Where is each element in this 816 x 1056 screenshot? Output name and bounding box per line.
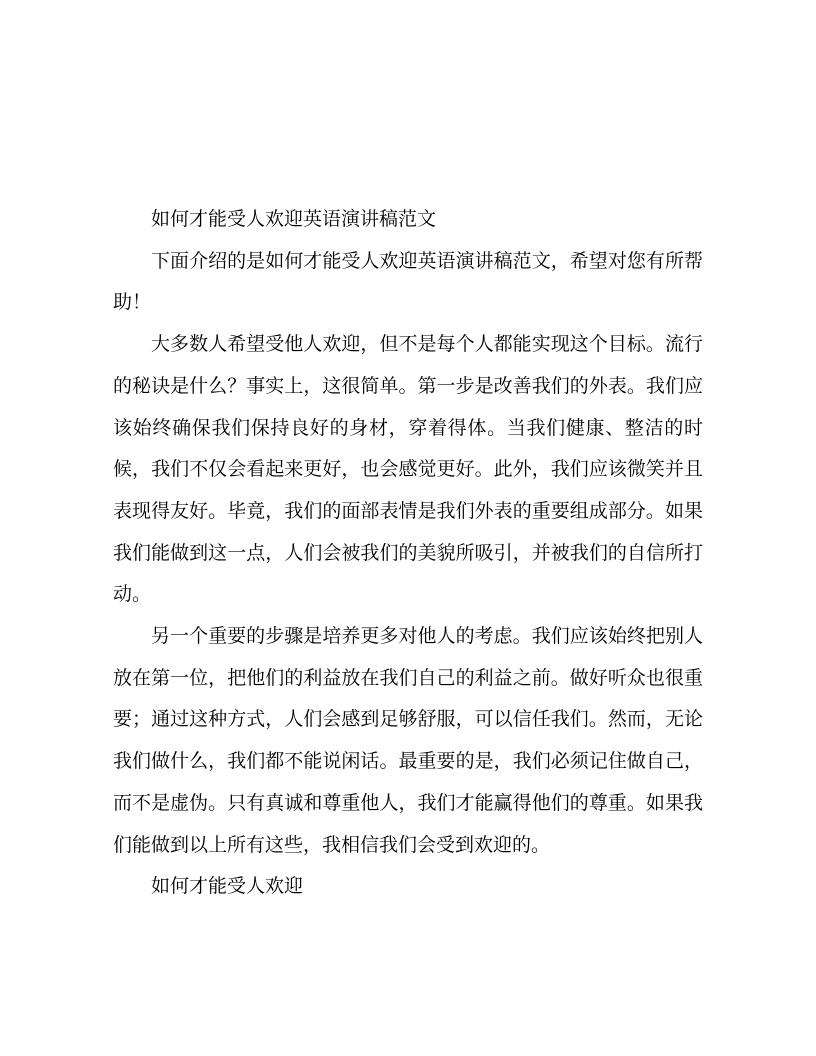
document-body [113, 199, 703, 908]
intro-paragraph: 下面介绍的是如何才能受人欢迎英语演讲稿范文，希望对您有所帮助！ [113, 249, 703, 314]
body-paragraph-2: 另一个重要的步骤是培养更多对他人的考虑。我们应该始终把别人放在第一位，把他们的利益放在我们自己的利益之前。做好听众也很重要；通过这种方式，人们会感到足够舒服，可以信任我们。然而，无论我们做什么，我们都不能说闲话。最重要的是，我们必须记住做自己，而不是虚伪。只有真诚和尊重他人，我们才能赢得他们的尊重。如果我们能做到以上所有这些，我相信我们会受到欢迎的。 [113, 625, 703, 856]
body-paragraph-1: 大多数人希望受他人欢迎，但不是每个人都能实现这个目标。流行的秘诀是什么？事实上，这很简单。第一步是改善我们的外表。我们应该始终确保我们保持良好的身材，穿着得体。当我们健康、整洁的时候，我们不仅会看起来更好，也会感觉更好。此外，我们应该微笑并且表现得友好。毕竟，我们的面部表情是我们外表的重要组成部分。如果我们能做到这一点，人们会被我们的美貌所吸引，并被我们的自信所打动。 [113, 333, 703, 606]
document-title: 如何才能受人欢迎英语演讲稿范文 [151, 208, 437, 230]
closing-heading: 如何才能受人欢迎 [151, 875, 304, 898]
